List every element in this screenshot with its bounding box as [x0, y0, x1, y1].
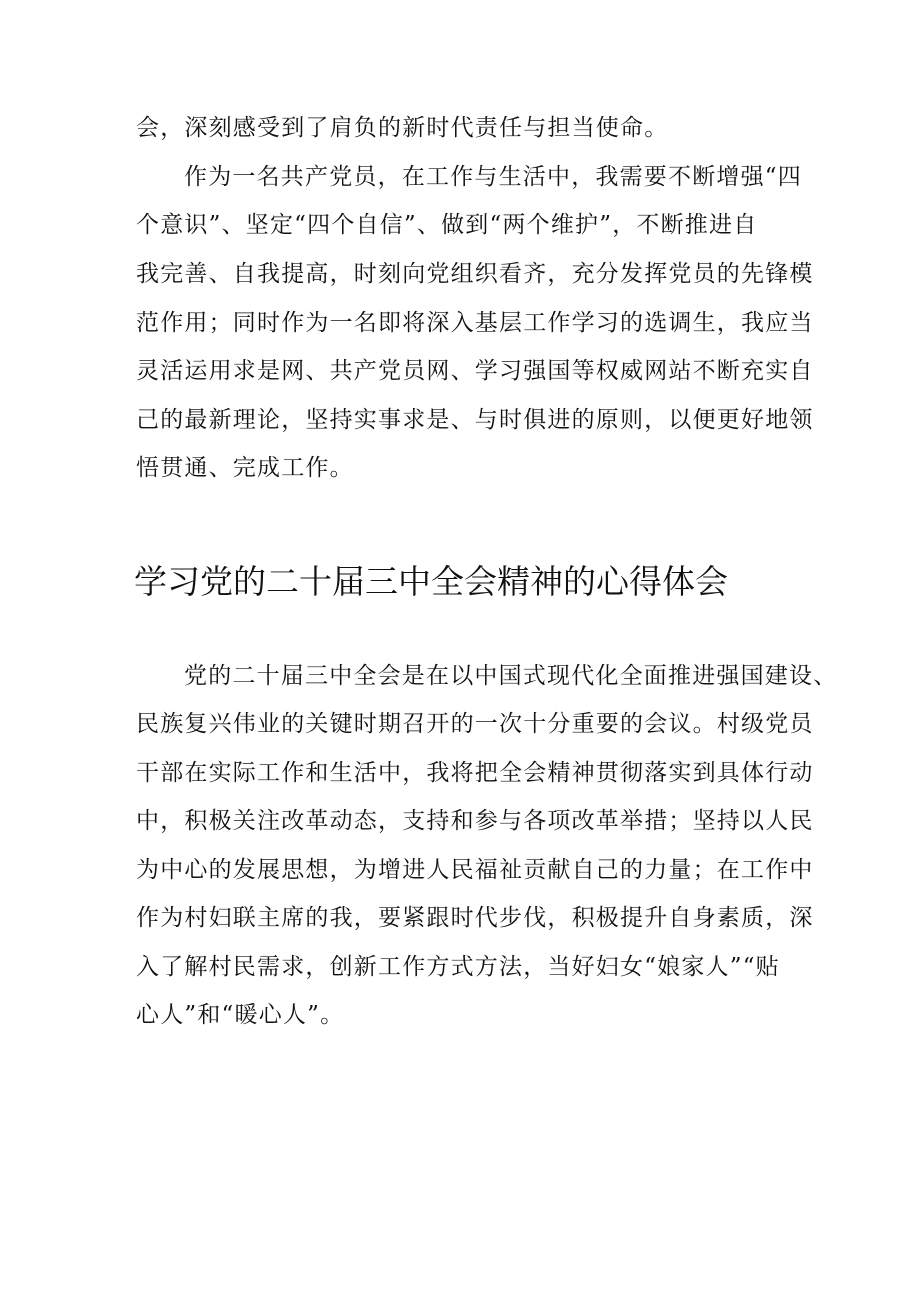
paragraph-line: 党的二十届三中全会是在以中国式现代化全面推进强国建设、 — [184, 663, 838, 689]
paragraph-line: 己的最新理论，坚持实事求是、与时俱进的原则，以便更好地领 — [136, 407, 814, 433]
paragraph-line: 会，深刻感受到了肩负的新时代责任与担当使命。 — [136, 115, 669, 141]
paragraph-line: 悟贯通、完成工作。 — [136, 455, 354, 481]
paragraph-line: 作为一名共产党员，在工作与生活中，我需要不断增强“四 — [184, 164, 802, 190]
paragraph-line: 为中心的发展思想，为增进人民福祉贡献自己的力量；在工作中 — [136, 857, 814, 883]
section-heading: 学习党的二十届三中全会精神的心得体会 — [134, 562, 728, 601]
paragraph-line: 入了解村民需求，创新工作方式方法，当好妇女“娘家人”“贴 — [136, 954, 780, 980]
paragraph-line: 我完善、自我提高，时刻向党组织看齐，充分发挥党员的先锋模 — [136, 261, 814, 287]
paragraph-line: 个意识”、坚定“四个自信”、做到“两个维护”，不断推进自 — [136, 212, 758, 238]
paragraph-line: 民族复兴伟业的关键时期召开的一次十分重要的会议。村级党员 — [136, 711, 814, 737]
paragraph-line: 灵活运用求是网、共产党员网、学习强国等权威网站不断充实自 — [136, 358, 814, 384]
paragraph-line: 中，积极关注改革动态，支持和参与各项改革举措；坚持以人民 — [136, 808, 814, 834]
paragraph-line: 心人”和“暖心人”。 — [136, 1002, 345, 1028]
paragraph-line: 范作用；同时作为一名即将深入基层工作学习的选调生，我应当 — [136, 310, 814, 336]
paragraph-line: 作为村妇联主席的我，要紧跟时代步伐，积极提升自身素质，深 — [136, 905, 814, 931]
paragraph-line: 干部在实际工作和生活中，我将把全会精神贯彻落实到具体行动 — [136, 760, 814, 786]
